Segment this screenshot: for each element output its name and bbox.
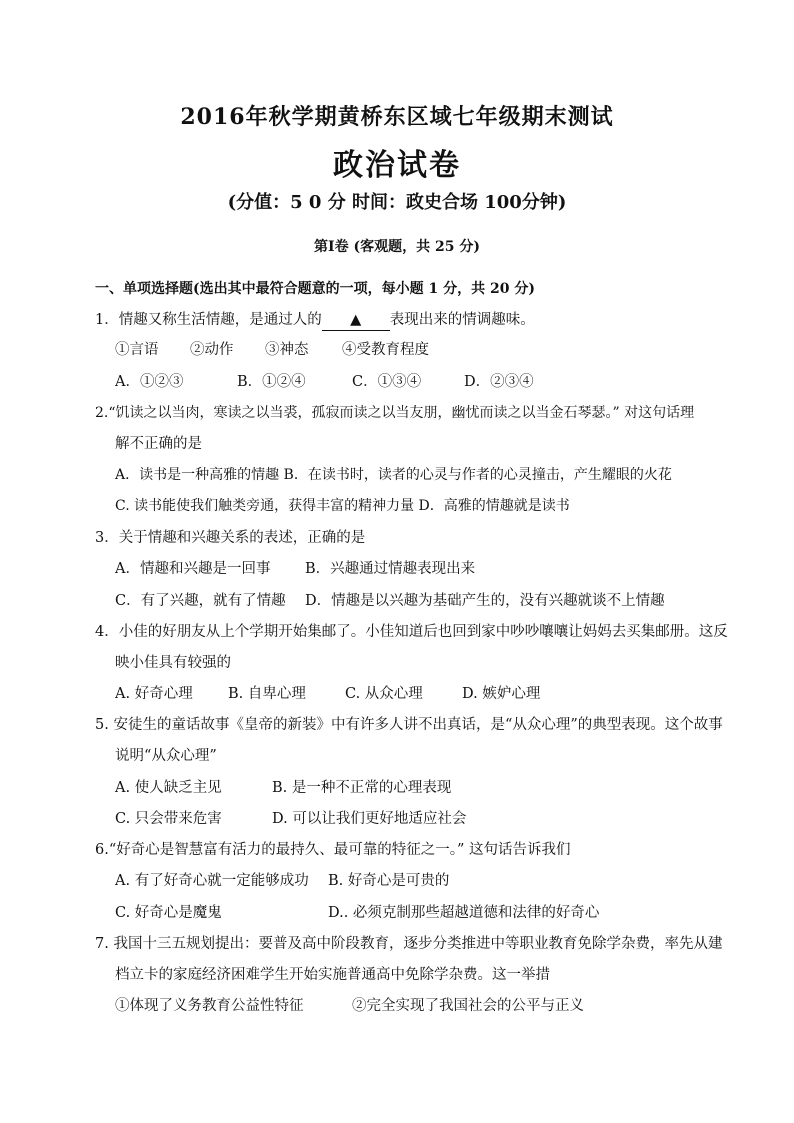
question-7-items: ①体现了义务教育公益性特征 ②完全实现了我国社会的公平与正义 xyxy=(115,998,584,1014)
option: B. 好奇心是可贵的 xyxy=(328,873,450,889)
section-title: 一、单项选择题(选出其中最符合题意的一项，每小题 1 分，共 20 分) xyxy=(95,281,535,297)
question-5-options-2 xyxy=(115,809,466,829)
option: D. 嫉妒心理 xyxy=(462,686,541,702)
option: A. 使人缺乏主见 xyxy=(115,780,222,796)
question-1-items: ①言语 ②动作 ③神态 ④受教育程度 xyxy=(115,342,429,358)
option: B. 是一种不正常的心理表现 xyxy=(272,780,452,796)
option: A. 好奇心理 xyxy=(115,686,193,702)
question-7-stem: 7. 我国十三五规划提出：要普及高中阶段教育，逐步分类推进中等职业教育免除学杂费，率先从建 xyxy=(95,936,723,952)
question-3-options-2 xyxy=(115,591,665,611)
option: A．情趣和兴趣是一回事 xyxy=(115,561,271,577)
question-5-stem: 5. 安徒生的童话故事《皇帝的新装》中有许多人讲不出真话，是“从众心理”的典型表现。这个故事 xyxy=(95,717,723,733)
score-time-info: (分值：5 0 分 时间：政史合场 100分钟) xyxy=(227,192,567,213)
option: D. 可以让我们更好地适应社会 xyxy=(272,811,467,827)
option: D.. 必须克制那些超越道德和法律的好奇心 xyxy=(328,905,600,921)
question-2-options-1: A．读书是一种高雅的情趣 B．在读书时，读者的心灵与作者的心灵撞击，产生耀眼的火花 xyxy=(115,467,672,483)
question-5-options-1 xyxy=(115,778,451,798)
question-6-stem: 6.“好奇心是智慧富有活力的最持久、最可靠的特征之一。” 这句话告诉我们 xyxy=(95,842,571,858)
question-4-stem-cont: 映小佳具有较强的 xyxy=(115,655,231,671)
option: B. 自卑心理 xyxy=(228,686,306,702)
question-3-stem: 3．关于情趣和兴趣关系的表述，正确的是 xyxy=(95,530,366,546)
question-1-stem: 1．情趣又称生活情趣，是通过人的 ▲ 表现出来的情调趣味。 xyxy=(95,310,535,331)
option: C. 好奇心是魔鬼 xyxy=(115,905,222,921)
question-2-stem-cont: 解不正确的是 xyxy=(115,436,202,452)
option: D．情趣是以兴趣为基础产生的，没有兴趣就谈不上情趣 xyxy=(305,593,665,609)
option: C．有了兴趣，就有了情趣 xyxy=(115,593,286,609)
option: C. 只会带来危害 xyxy=(115,811,222,827)
option: A．①②③ xyxy=(115,374,184,390)
question-2-stem: 2.“饥读之以当肉，寒读之以当裘，孤寂而读之以当友朋，幽忧而读之以当金石琴瑟。” 对这句话理 xyxy=(95,405,695,421)
question-7-stem-cont: 档立卡的家庭经济困难学生开始实施普通高中免除学杂费。这一举措 xyxy=(115,967,550,983)
question-6-options-2 xyxy=(115,903,599,923)
question-1-options xyxy=(115,372,534,392)
subject-title: 政治试卷 xyxy=(333,148,461,183)
question-4-options xyxy=(115,684,540,704)
option: C．①③④ xyxy=(352,374,422,390)
question-3-options-1 xyxy=(115,559,475,579)
option: D．②③④ xyxy=(464,374,534,390)
part-one-title: 第Ⅰ卷 (客观题，共 25 分) xyxy=(314,239,480,255)
question-2-options-2: C. 读书能使我们触类旁通，获得丰富的精神力量 D．高雅的情趣就是读书 xyxy=(115,498,570,514)
option: B．①②④ xyxy=(237,374,306,390)
question-4-stem: 4．小佳的好朋友从上个学期开始集邮了。小佳知道后也回到家中吵吵嚷嚷让妈妈去买集邮册。这反 xyxy=(95,624,728,640)
question-6-options-1 xyxy=(115,871,449,891)
option: B．兴趣通过情趣表现出来 xyxy=(305,561,476,577)
answer-blank: ▲ xyxy=(322,310,390,331)
option: C. 从众心理 xyxy=(345,686,423,702)
option: A. 有了好奇心就一定能够成功 xyxy=(115,873,309,889)
exam-title: 2016年秋学期黄桥东区域七年级期末测试 xyxy=(180,104,614,130)
question-5-stem-cont: 说明“从众心理” xyxy=(115,748,217,764)
